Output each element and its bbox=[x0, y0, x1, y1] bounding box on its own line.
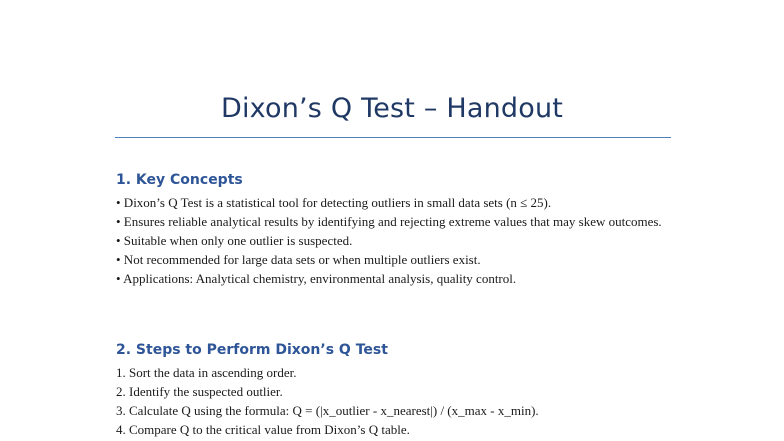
list-item: • Ensures reliable analytical results by identifying and rejecting extreme values that may skew outcomes. bbox=[116, 214, 662, 229]
list-item: 4. Compare Q to the critical value from Dixon’s Q table. bbox=[116, 422, 410, 437]
list-item: • Dixon’s Q Test is a statistical tool for detecting outliers in small data sets (n ≤ 25). bbox=[116, 195, 552, 210]
list-item: • Not recommended for large data sets or when multiple outliers exist. bbox=[116, 252, 481, 267]
bullet-list bbox=[116, 193, 676, 288]
page-title: Dixon’s Q Test – Handout bbox=[220, 93, 564, 124]
section-steps bbox=[116, 342, 676, 439]
section-key-concepts bbox=[116, 172, 676, 288]
steps-list bbox=[116, 363, 676, 439]
list-item: 2. Identify the suspected outlier. bbox=[116, 384, 283, 399]
list-item: • Suitable when only one outlier is suspected. bbox=[116, 233, 353, 248]
list-item: 1. Sort the data in ascending order. bbox=[116, 365, 297, 380]
section-heading: 1. Key Concepts bbox=[116, 172, 243, 188]
list-item: 3. Calculate Q using the formula: Q = (|x_outlier - x_nearest|) / (x_max - x_min). bbox=[116, 403, 539, 418]
title-divider bbox=[115, 137, 671, 138]
section-heading: 2. Steps to Perform Dixon’s Q Test bbox=[116, 342, 388, 358]
list-item: • Applications: Analytical chemistry, environmental analysis, quality control. bbox=[116, 271, 517, 286]
